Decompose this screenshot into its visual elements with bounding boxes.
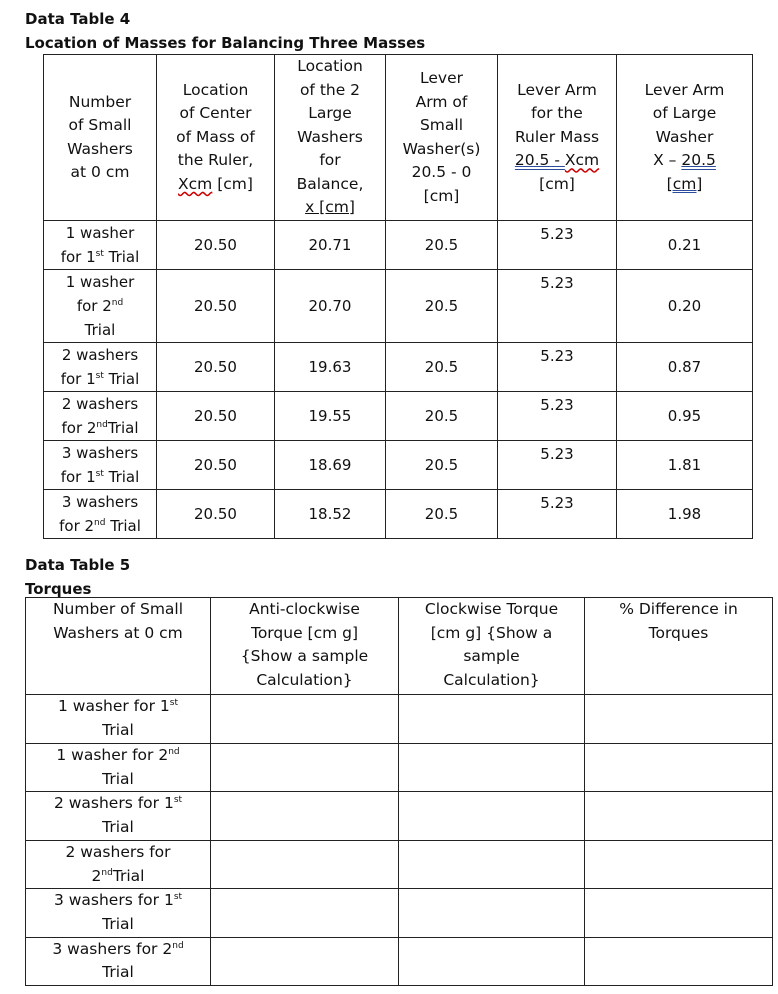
t5-header-percent-difference: % Difference in Torques [585, 598, 773, 695]
percent-difference-input[interactable] [585, 792, 773, 840]
row-label: 3 washers for 1st Trial [44, 441, 157, 490]
small-arm-value: 20.5 [386, 343, 498, 392]
location-value: 19.63 [275, 343, 386, 392]
table-row [44, 343, 753, 392]
anticlockwise-input[interactable] [211, 840, 399, 888]
t4-header-ruler-lever-arm: Lever Arm for the Ruler Mass 20.5 - Xcm [cm] [498, 55, 617, 221]
center-of-mass-value: 20.50 [157, 392, 275, 441]
row-label: 1 washer for 1st Trial [26, 695, 211, 744]
anticlockwise-input[interactable] [211, 889, 399, 937]
table-row [26, 840, 773, 888]
clockwise-input[interactable] [399, 937, 585, 985]
table-row [26, 695, 773, 744]
table-row [26, 744, 773, 792]
clockwise-input[interactable] [399, 695, 585, 744]
large-arm-value: 0.20 [617, 270, 753, 343]
small-arm-value: 20.5 [386, 392, 498, 441]
table-row [44, 221, 753, 270]
percent-difference-input[interactable] [585, 840, 773, 888]
anticlockwise-input[interactable] [211, 937, 399, 985]
table-row [44, 441, 753, 490]
row-label: 1 washer for 2nd Trial [44, 270, 157, 343]
percent-difference-input[interactable] [585, 937, 773, 985]
clockwise-input[interactable] [399, 889, 585, 937]
small-arm-value: 20.5 [386, 270, 498, 343]
row-label: 3 washers for 1st Trial [26, 889, 211, 937]
ruler-arm-value: 5.23 [498, 343, 617, 392]
data-table-4 [43, 54, 753, 539]
table-row [44, 490, 753, 539]
t5-header-clockwise-torque: Clockwise Torque [cm g] {Show a sample Calculation} [399, 598, 585, 695]
t5-header-washers: Number of Small Washers at 0 cm [26, 598, 211, 695]
table5-subtitle: Torques [25, 580, 92, 598]
location-value: 20.70 [275, 270, 386, 343]
clockwise-input[interactable] [399, 840, 585, 888]
table-row [26, 937, 773, 985]
large-arm-value: 1.81 [617, 441, 753, 490]
row-label: 2 washers for 2ndTrial [26, 840, 211, 888]
ruler-arm-value: 5.23 [498, 441, 617, 490]
t4-header-large-lever-arm: Lever Arm of Large Washer X – 20.5 [cm] [617, 55, 753, 221]
row-label: 2 washers for 1st Trial [26, 792, 211, 840]
table4-subtitle: Location of Masses for Balancing Three Masses [25, 34, 426, 52]
large-arm-value: 0.87 [617, 343, 753, 392]
large-arm-value: 1.98 [617, 490, 753, 539]
t4-header-small-lever-arm: Lever Arm of Small Washer(s) 20.5 - 0 [cm] [386, 55, 498, 221]
anticlockwise-input[interactable] [211, 695, 399, 744]
t4-header-large-washer-location: Location of the 2 Large Washers for Balance, x [cm] [275, 55, 386, 221]
table-row [26, 792, 773, 840]
t4-header-center-of-mass: Location of Center of Mass of the Ruler, Xcm [cm] [157, 55, 275, 221]
ruler-arm-value: 5.23 [498, 490, 617, 539]
small-arm-value: 20.5 [386, 490, 498, 539]
ruler-arm-value: 5.23 [498, 221, 617, 270]
ruler-arm-value: 5.23 [498, 270, 617, 343]
anticlockwise-input[interactable] [211, 792, 399, 840]
table-row [44, 392, 753, 441]
large-arm-value: 0.21 [617, 221, 753, 270]
table-row [26, 889, 773, 937]
anticlockwise-input[interactable] [211, 744, 399, 792]
table4-title: Data Table 4 [25, 10, 131, 28]
clockwise-input[interactable] [399, 744, 585, 792]
ruler-arm-value: 5.23 [498, 392, 617, 441]
location-value: 19.55 [275, 392, 386, 441]
large-arm-value: 0.95 [617, 392, 753, 441]
center-of-mass-value: 20.50 [157, 343, 275, 392]
row-label: 2 washers for 1st Trial [44, 343, 157, 392]
percent-difference-input[interactable] [585, 744, 773, 792]
table-row [44, 270, 753, 343]
data-table-5 [25, 597, 773, 986]
center-of-mass-value: 20.50 [157, 221, 275, 270]
percent-difference-input[interactable] [585, 695, 773, 744]
clockwise-input[interactable] [399, 792, 585, 840]
row-label: 1 washer for 1st Trial [44, 221, 157, 270]
location-value: 18.69 [275, 441, 386, 490]
row-label: 3 washers for 2nd Trial [26, 937, 211, 985]
row-label: 1 washer for 2nd Trial [26, 744, 211, 792]
row-label: 2 washers for 2ndTrial [44, 392, 157, 441]
small-arm-value: 20.5 [386, 441, 498, 490]
center-of-mass-value: 20.50 [157, 270, 275, 343]
location-value: 18.52 [275, 490, 386, 539]
percent-difference-input[interactable] [585, 889, 773, 937]
center-of-mass-value: 20.50 [157, 490, 275, 539]
small-arm-value: 20.5 [386, 221, 498, 270]
row-label: 3 washers for 2nd Trial [44, 490, 157, 539]
t5-header-anticlockwise-torque: Anti-clockwise Torque [cm g] {Show a sample Calculation} [211, 598, 399, 695]
table5-title: Data Table 5 [25, 556, 131, 574]
location-value: 20.71 [275, 221, 386, 270]
center-of-mass-value: 20.50 [157, 441, 275, 490]
t4-header-washers: Number of Small Washers at 0 cm [44, 55, 157, 221]
